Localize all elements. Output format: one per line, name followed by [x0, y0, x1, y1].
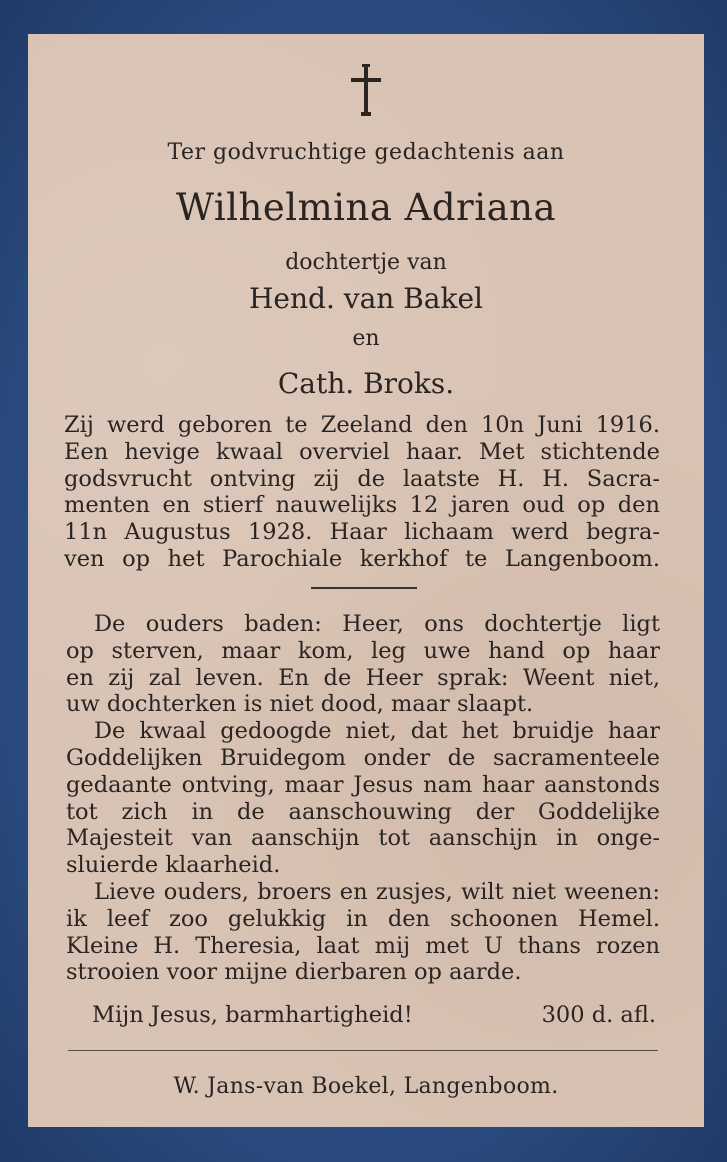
prayer-line: Majesteit van aanschijn tot aanschijn in onge-	[66, 825, 660, 852]
deceased-name: Wilhelmina Adriana	[175, 186, 557, 229]
prayer-line: De ouders baden: Heer, ons dochtertje ligt	[94, 611, 660, 637]
father-name: Hend. van Bakel	[249, 282, 483, 315]
indulgence-text: 300 d. afl.	[541, 1002, 656, 1028]
prayer-line: op sterven, maar kom, leg uwe hand op haar	[66, 637, 660, 664]
latin-cross-icon	[351, 64, 381, 116]
prayer-line: tot zich in de aanschouwing der Goddelijke	[66, 798, 660, 825]
conjunction-text: en	[352, 326, 380, 351]
prayer-line: sluierde klaarheid.	[66, 852, 281, 879]
printer-credit: W. Jans-van Boekel, Langenboom.	[173, 1074, 559, 1099]
mother-name: Cath. Broks.	[277, 367, 455, 400]
biography-line: Zij werd geboren te Zeeland den 10n Juni 1916.	[64, 412, 660, 438]
prayer-line: Kleine H. Theresia, laat mij met U thans rozen	[66, 932, 660, 959]
relation-text: dochtertje van	[285, 250, 447, 275]
biography-line: menten en stierf nauwelijks 12 jaren oud op den	[64, 492, 660, 519]
prayer-line: uw dochterken is niet dood, maar slaapt.	[66, 691, 534, 718]
footer-divider	[68, 1050, 658, 1051]
intro-text: Ter godvruchtige gedachtenis aan	[167, 140, 565, 165]
prayer-line: De kwaal gedoogde niet, dat het bruidje haar	[94, 718, 660, 745]
biography-line: godsvrucht ontving zij de laatste H. H. Sacra-	[64, 465, 660, 492]
biography-paragraph	[64, 412, 660, 573]
prayer-line: Goddelijken Bruidegom onder de sacramenteele	[66, 744, 660, 771]
prayer-line: en zij zal leven. En de Heer sprak: Weent niet,	[66, 664, 660, 691]
section-divider	[311, 587, 417, 589]
prayer-line: gedaante ontving, maar Jesus nam haar aanstonds	[66, 771, 660, 798]
memorial-card	[28, 34, 704, 1127]
biography-line: 11n Augustus 1928. Haar lichaam werd begra-	[64, 519, 660, 546]
ejaculation-text: Mijn Jesus, barmhartigheid!	[92, 1002, 413, 1028]
prayer-line: strooien voor mijne dierbaren op aarde.	[66, 959, 522, 986]
prayer-line: Lieve ouders, broers en zusjes, wilt niet weenen:	[94, 878, 660, 905]
biography-line: Een hevige kwaal overviel haar. Met stichtende	[64, 438, 660, 465]
prayer-paragraph	[66, 611, 660, 986]
prayer-line: ik leef zoo gelukkig in den schoonen Hemel.	[66, 905, 660, 932]
biography-line: ven op het Parochiale kerkhof te Langenboom.	[64, 545, 660, 572]
